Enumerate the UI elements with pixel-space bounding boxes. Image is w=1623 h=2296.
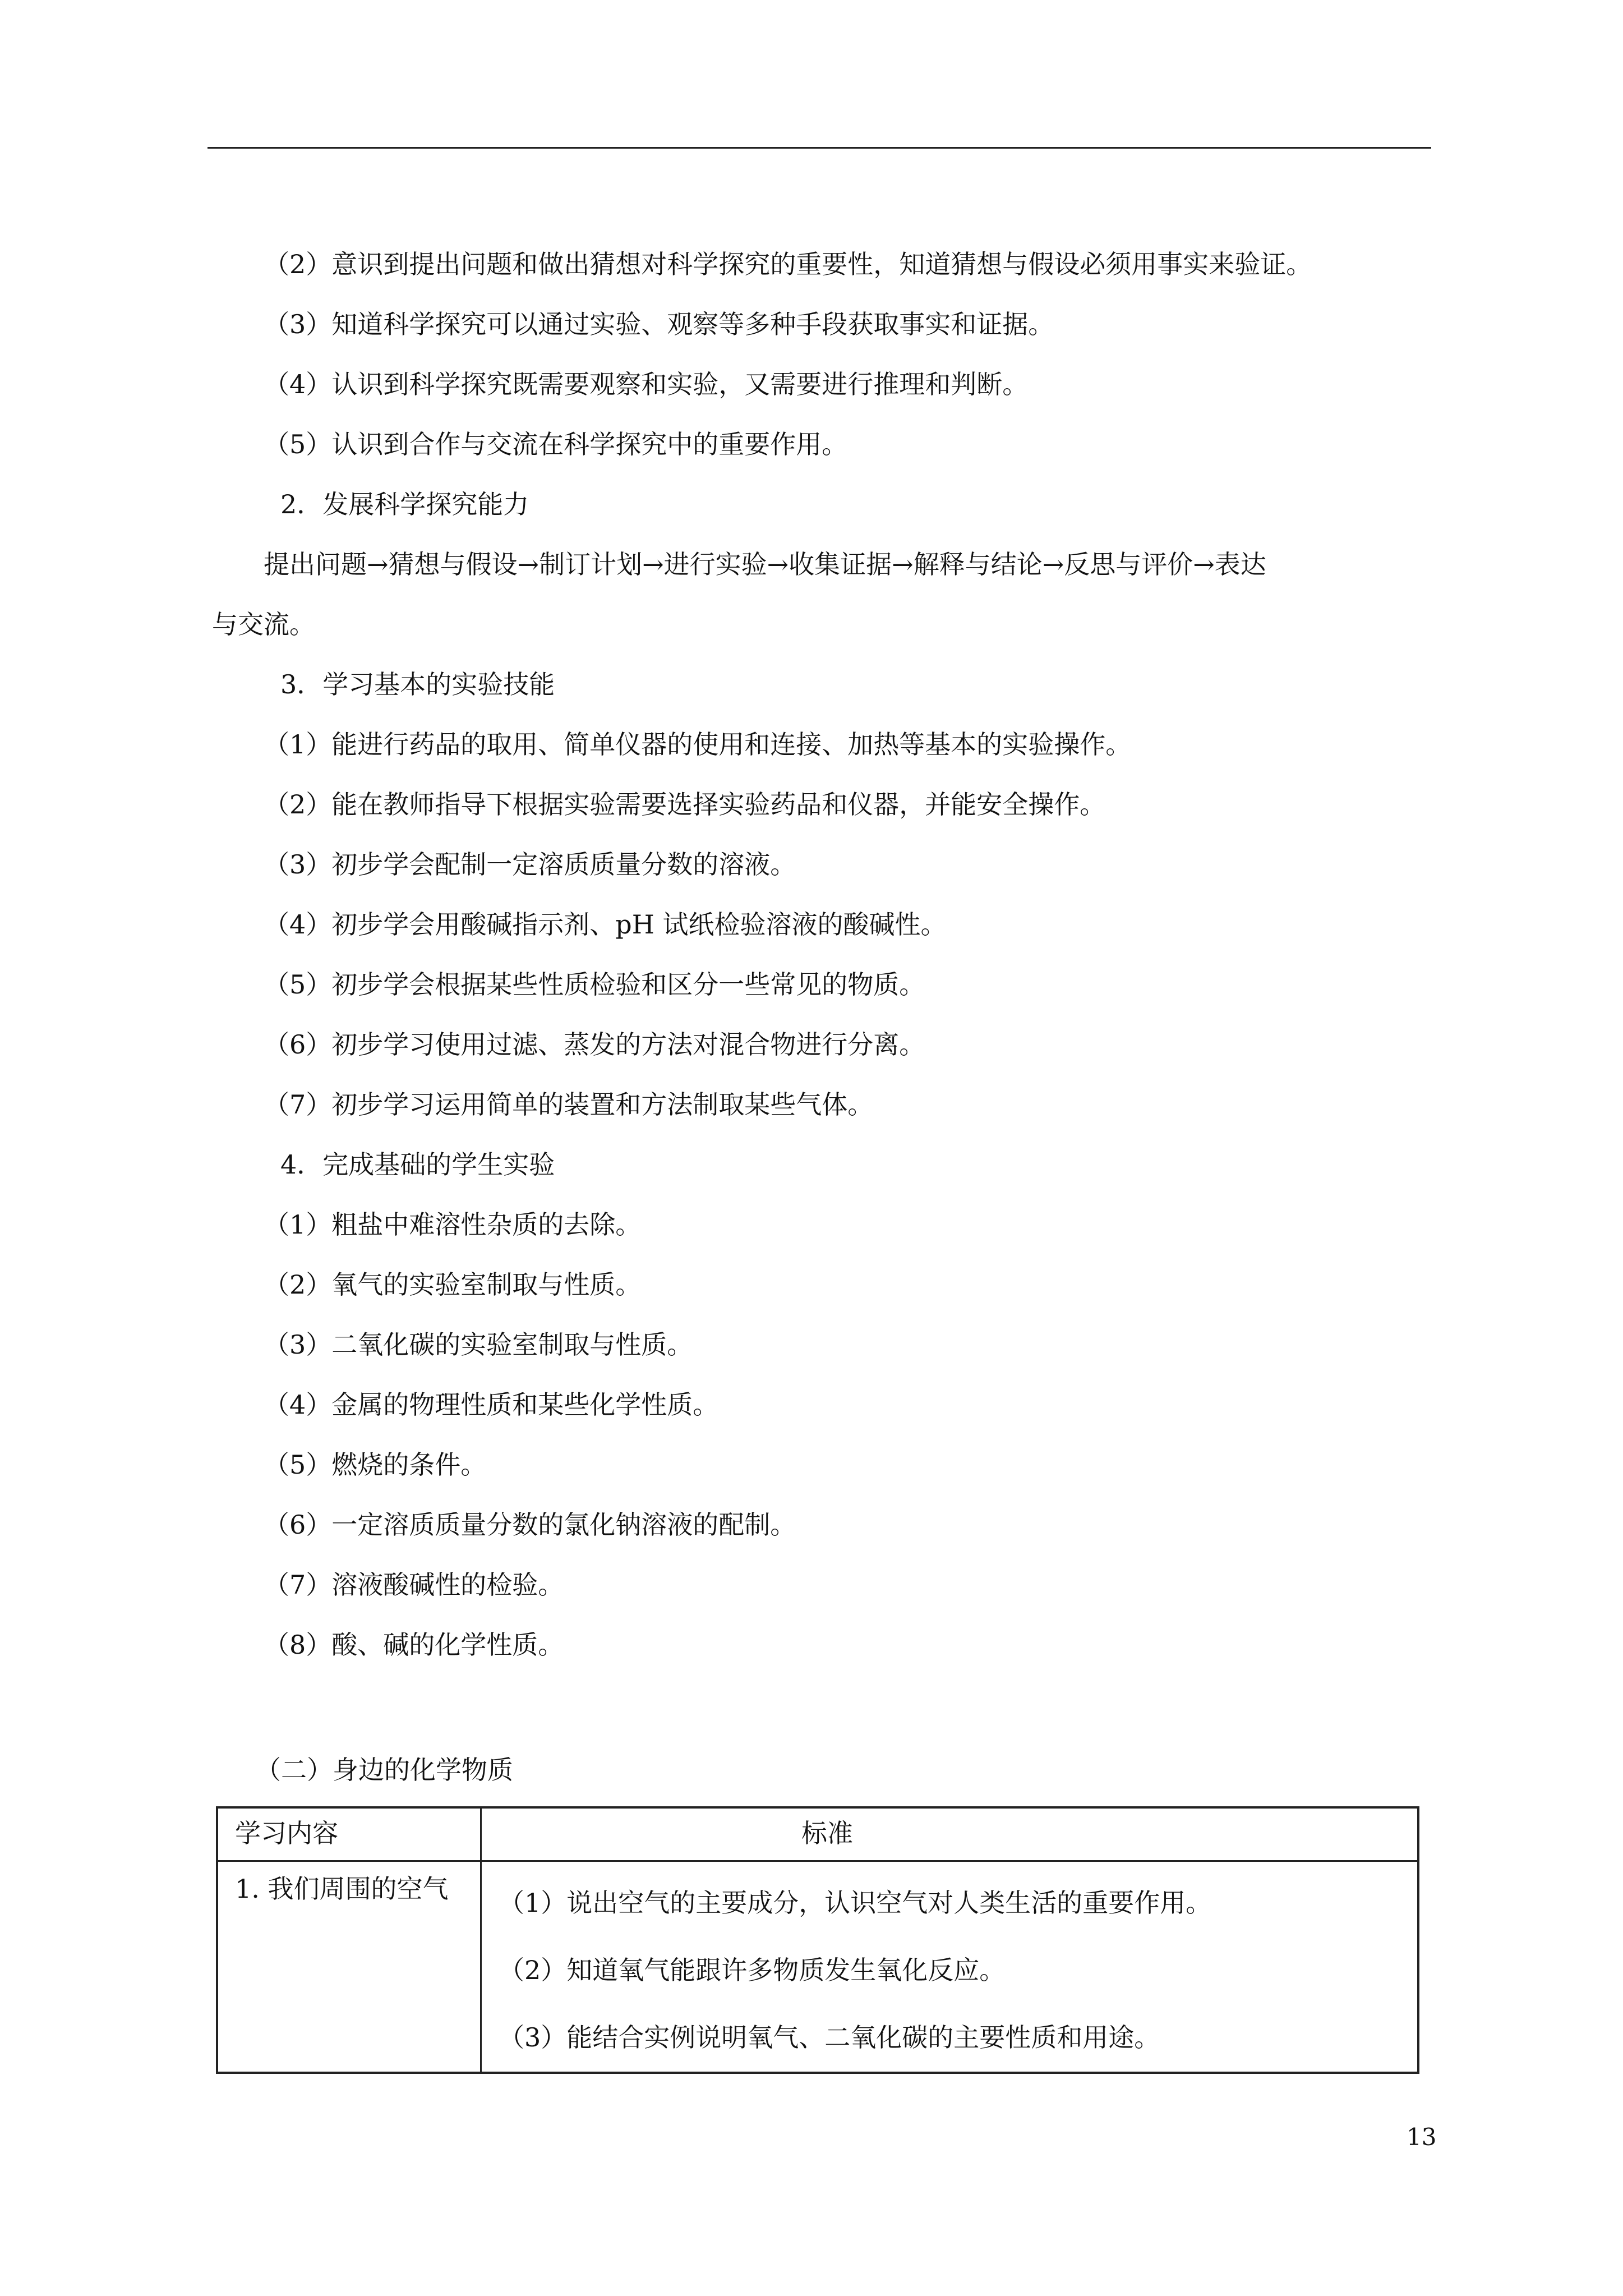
table-divider-vertical — [480, 1809, 482, 2072]
text-line: 提出问题→猜想与假设→制订计划→进行实验→收集证据→解释与结论→反思与评价→表达 — [264, 549, 1266, 579]
text-line: 与交流。 — [212, 609, 315, 639]
table-header-content: 学习内容 — [235, 1818, 338, 1848]
text-line: （4）初步学会用酸碱指示剂、pH 试纸检验溶液的酸碱性。 — [264, 909, 947, 940]
text-line: （7）溶液酸碱性的检验。 — [264, 1570, 564, 1600]
text-line: （5）初步学会根据某些性质检验和区分一些常见的物质。 — [264, 969, 925, 1000]
text-line: （3）知道科学探究可以通过实验、观察等多种手段获取事实和证据。 — [264, 309, 1054, 339]
text-line: （6）一定溶质质量分数的氯化钠溶液的配制。 — [264, 1510, 796, 1540]
table-cell-standard: （1）说出空气的主要成分，认识空气对人类生活的重要作用。 — [499, 1888, 1212, 1918]
header-rule — [208, 147, 1431, 149]
table-cell-content: 1. 我们周围的空气 — [235, 1874, 449, 1904]
text-line: （3）初步学会配制一定溶质质量分数的溶液。 — [264, 849, 796, 880]
text-line: （4）认识到科学探究既需要观察和实验，又需要进行推理和判断。 — [264, 369, 1029, 399]
text-line: （1）粗盐中难溶性杂质的去除。 — [264, 1209, 642, 1240]
text-line: （4）金属的物理性质和某些化学性质。 — [264, 1389, 719, 1420]
text-line: （2）能在教师指导下根据实验需要选择实验药品和仪器，并能安全操作。 — [264, 789, 1106, 820]
text-line: （3）二氧化碳的实验室制取与性质。 — [264, 1329, 693, 1360]
text-line: （6）初步学习使用过滤、蒸发的方法对混合物进行分离。 — [264, 1029, 925, 1060]
section-heading: 4．完成基础的学生实验 — [280, 1149, 555, 1180]
text-line: （2）意识到提出问题和做出猜想对科学探究的重要性，知道猜想与假设必须用事实来验证。 — [264, 249, 1312, 279]
table-divider-horizontal — [218, 1860, 1417, 1862]
text-line: （2）氧气的实验室制取与性质。 — [264, 1269, 642, 1300]
text-line: （5）燃烧的条件。 — [264, 1450, 487, 1480]
subsection-heading: （二）身边的化学物质 — [255, 1755, 513, 1785]
standards-table — [216, 1806, 1419, 2074]
text-line: （1）能进行药品的取用、简单仪器的使用和连接、加热等基本的实验操作。 — [264, 729, 1132, 760]
table-cell-standard: （3）能结合实例说明氧气、二氧化碳的主要性质和用途。 — [499, 2022, 1160, 2053]
text-line: （7）初步学习运用简单的装置和方法制取某些气体。 — [264, 1089, 874, 1120]
section-heading: 2．发展科学探究能力 — [280, 489, 529, 519]
text-line: （8）酸、碱的化学性质。 — [264, 1630, 564, 1660]
table-header-standard: 标准 — [801, 1818, 853, 1848]
table-cell-standard: （2）知道氧气能跟许多物质发生氧化反应。 — [499, 1955, 1006, 1985]
text-line: （5）认识到合作与交流在科学探究中的重要作用。 — [264, 429, 848, 459]
section-heading: 3．学习基本的实验技能 — [280, 669, 555, 700]
page-number: 13 — [1407, 2123, 1437, 2151]
